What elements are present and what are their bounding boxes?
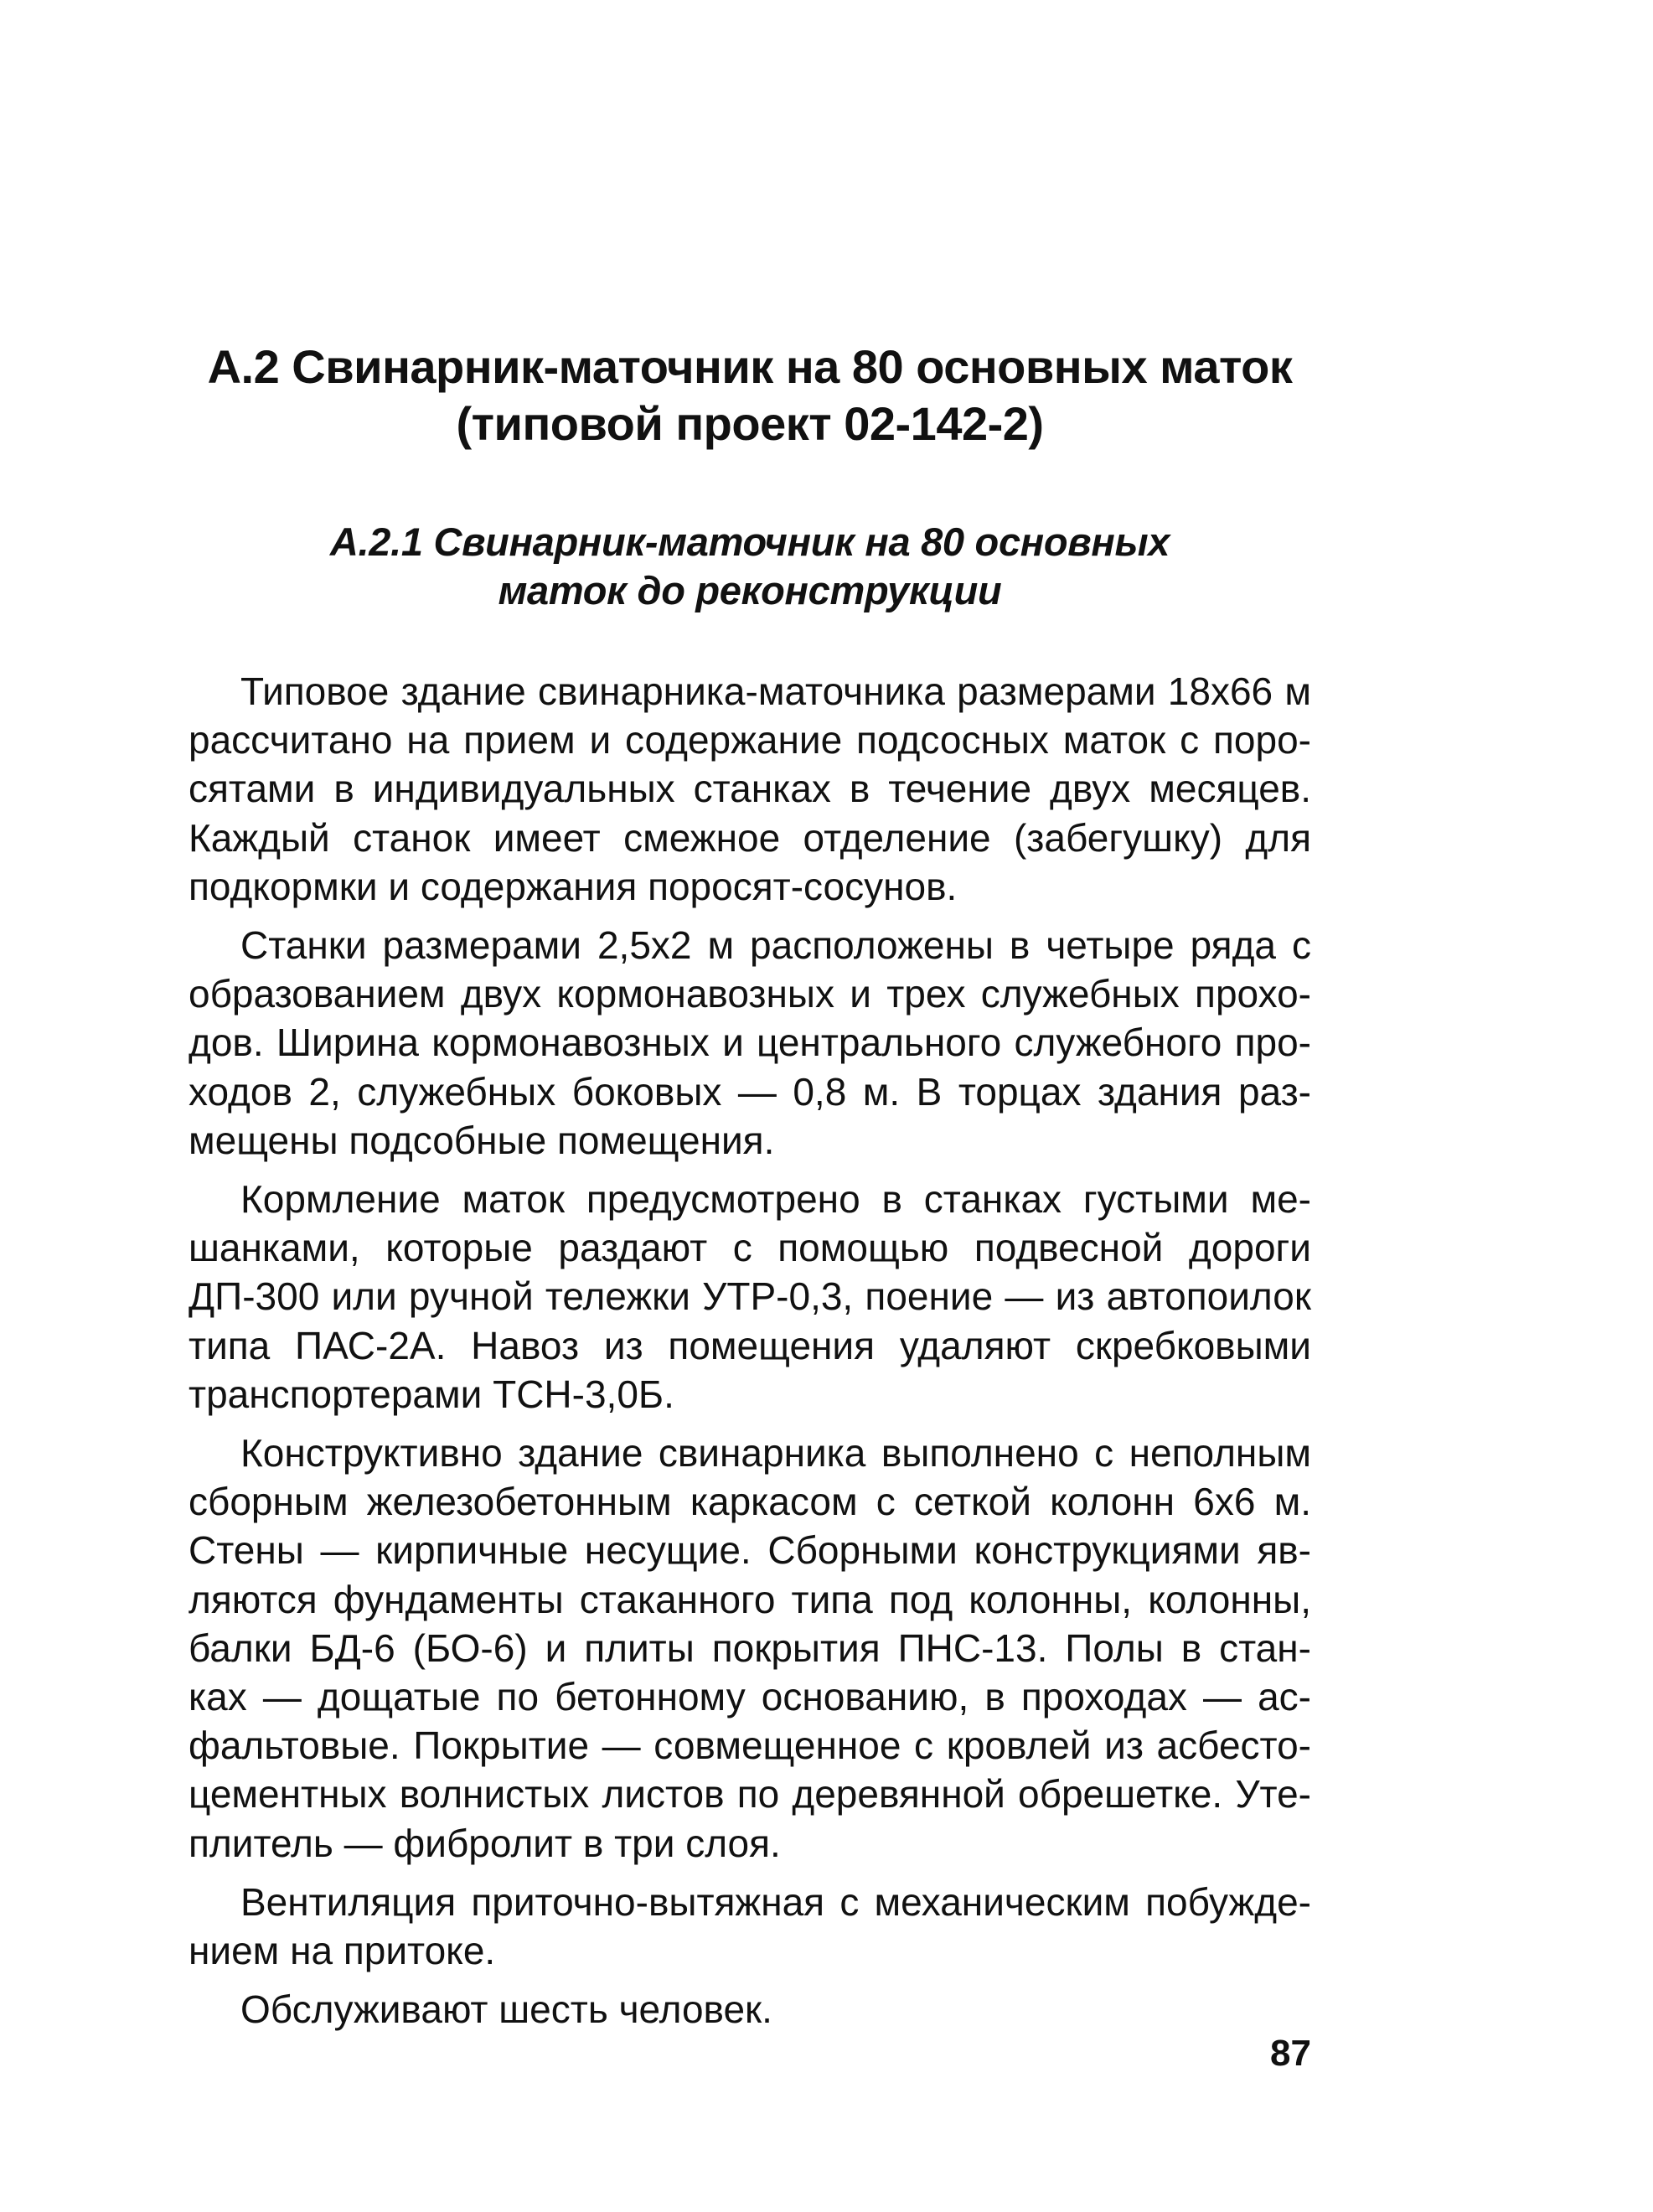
text-line: сятами в индивидуальных станках в течение двух месяцев. [189, 767, 1311, 811]
text-line: цементных волнистых листов по деревянной обрешетке. Уте- [189, 1772, 1311, 1817]
subsection-heading [189, 518, 1311, 615]
text-line: подкормки и содержания поросят-сосунов. [189, 864, 958, 908]
text-line: типа ПАС-2А. Навоз из помещения удаляют скребковыми [189, 1323, 1311, 1367]
text-line: Вентиляция приточно-вытяжная с механическим побужде- [240, 1879, 1311, 1924]
text-line: рассчитано на прием и содержание подсосных маток с поро- [189, 718, 1311, 762]
text-line: дов. Ширина кормонавозных и центрального служебного про- [189, 1021, 1311, 1065]
subsection-heading-line: маток до реконструкции [498, 568, 1002, 612]
text-line: Кормление маток предусмотрено в станках густыми ме- [240, 1177, 1311, 1222]
text-line: ляются фундаменты стаканного типа под колонны, колонны, [189, 1577, 1311, 1621]
text-line: образованием двух кормонавозных и трех служебных прохо- [189, 972, 1311, 1016]
text-line: Обслуживают шесть человек. [240, 1987, 772, 2032]
text-line: плитель — фибролит в три слоя. [189, 1821, 781, 1865]
paragraph [189, 921, 1311, 1165]
text-line: Конструктивно здание свинарника выполнено с неполным [240, 1431, 1311, 1476]
section-heading-line: (типовой проект 02-142-2) [456, 397, 1044, 450]
body-text [189, 667, 1311, 2044]
text-line: балки БД-6 (БО-6) и плиты покрытия ПНС-13. Полы в стан- [189, 1625, 1311, 1670]
text-line: мещены подсобные помещения. [189, 1118, 775, 1162]
text-line: шанками, которые раздают с помощью подвесной дороги [189, 1226, 1311, 1270]
text-line: Станки размерами 2,5х2 м расположены в четыре ряда с [240, 923, 1311, 968]
text-line: нием на притоке. [189, 1929, 496, 1973]
text-line: Стены — кирпичные несущие. Сборными конструкциями яв- [189, 1528, 1311, 1573]
text-line: ДП-300 или ручной тележки УТР-0,3, поение — из автопоилок [189, 1274, 1311, 1319]
paragraph [189, 667, 1311, 911]
text-line: ходов 2, служебных боковых — 0,8 м. В торцах здания раз- [189, 1069, 1311, 1114]
text-line: ках — дощатые по бетонному основанию, в проходах — ас- [189, 1675, 1311, 1719]
section-heading-line: А.2 Свинарник-маточник на 80 основных маток [207, 340, 1293, 393]
section-heading [189, 339, 1311, 452]
paragraph [189, 1429, 1311, 1868]
page-number: 87 [1270, 2033, 1311, 2074]
text-line: сборным железобетонным каркасом с сеткой колонн 6х6 м. [189, 1480, 1311, 1524]
paragraph [189, 1175, 1311, 1419]
text-line: Каждый станок имеет смежное отделение (забегушку) для [189, 815, 1311, 860]
subsection-heading-line: А.2.1 Свинарник-маточник на 80 основных [329, 519, 1170, 564]
text-line: Типовое здание свинарника-маточника размерами 18х66 м [240, 669, 1311, 713]
paragraph [189, 1985, 1311, 2034]
text-line: фальтовые. Покрытие — совмещенное с кровлей из асбесто- [189, 1724, 1311, 1768]
text-line: транспортерами ТСН-3,0Б. [189, 1372, 674, 1416]
paragraph [189, 1878, 1311, 1975]
